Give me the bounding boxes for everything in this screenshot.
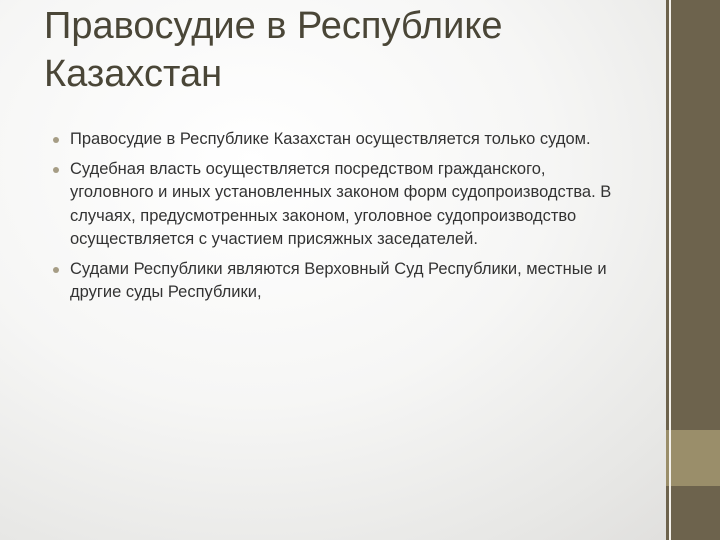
slide-title: Правосудие в Республике Казахстан [44, 5, 503, 95]
bullet-item [50, 128, 630, 152]
bullet-text: Правосудие в Республике Казахстан осуществляется только судом. [70, 130, 591, 148]
bullet-item [50, 258, 630, 305]
bullet-dot-icon [53, 267, 59, 273]
bullet-text: Судами Республики являются Верховный Суд Республики, местные и другие суды Республики, [70, 259, 607, 301]
sidebar-dark-block-top [666, 0, 720, 430]
decorative-sidebar [666, 0, 720, 540]
sidebar-accent-block [666, 430, 720, 486]
sidebar-dark-block-bottom [666, 486, 720, 540]
bullet-item [50, 158, 630, 252]
bullet-dot-icon [53, 167, 59, 173]
bullet-dot-icon [53, 137, 59, 143]
bullet-list [50, 128, 630, 311]
sidebar-divider-line [669, 0, 671, 540]
bullet-text: Судебная власть осуществляется посредством гражданского, уголовного и иных установленных законом форм судопроизводства. В случаях, предусмотренных законом, уголовное судопроизводство осуществляется с участием присяжных заседателей. [70, 159, 612, 248]
